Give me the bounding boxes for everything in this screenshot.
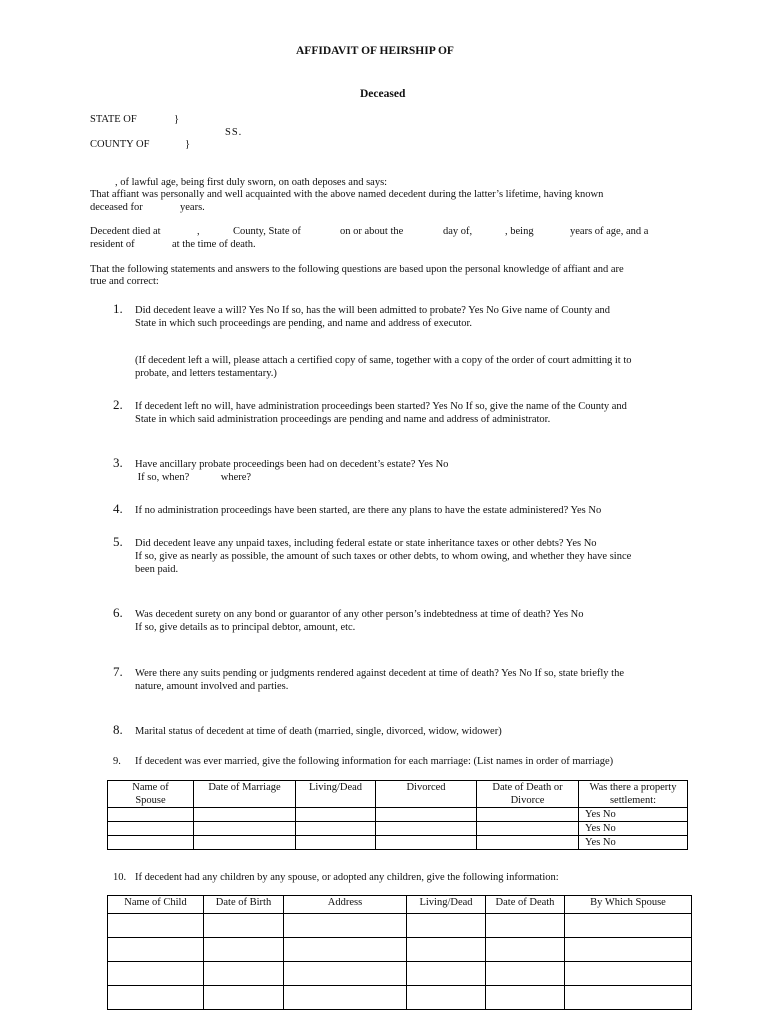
- table-cell[interactable]: [108, 938, 204, 962]
- table-cell[interactable]: [204, 986, 284, 1010]
- will-note-line-1: (If decedent left a will, please attach a certified copy of same, together with a copy of the order of court admitting it to: [135, 355, 632, 366]
- question-2-line-1: If decedent left no will, have administration proceedings been started? Yes No If so, give the name of the County and: [135, 401, 627, 412]
- table-cell[interactable]: [284, 962, 407, 986]
- table-row: [108, 836, 688, 850]
- resident-of-label: resident of: [90, 239, 135, 250]
- question-4-line-1: If no administration proceedings have been started, are there any plans to have the estate administered? Yes No: [135, 505, 602, 516]
- question-5-line-2: If so, give as nearly as possible, the amount of such taxes or other debts, to whom owing, and whether they have since: [135, 551, 632, 562]
- marriage-header-name-of-spouse: Name of Spouse: [108, 781, 194, 808]
- table-cell[interactable]: [296, 836, 376, 850]
- children-header-date-of-birth: Date of Birth: [204, 896, 284, 914]
- question-2-line-2: State in which said administration proceedings are pending and name and address of administrator.: [135, 414, 551, 425]
- marriage-header-date-of-marriage: Date of Marriage: [194, 781, 296, 808]
- table-cell[interactable]: [407, 986, 486, 1010]
- died-at-comma: ,: [197, 226, 200, 237]
- table-cell[interactable]: [565, 938, 692, 962]
- table-cell[interactable]: [194, 836, 296, 850]
- marriage-header-living-dead: Living/Dead: [296, 781, 376, 808]
- marriage-table: [107, 780, 688, 850]
- table-cell[interactable]: [108, 986, 204, 1010]
- table-cell[interactable]: [108, 962, 204, 986]
- question-5-number: 5.: [113, 534, 123, 549]
- marriage-header-date-of-death-or-divorce: Date of Death or Divorce: [477, 781, 579, 808]
- marriage-header-property-settlement: Was there a property settlement:: [579, 781, 688, 808]
- table-cell[interactable]: [565, 962, 692, 986]
- question-7-line-2: nature, amount involved and parties.: [135, 681, 289, 692]
- question-6-line-2: If so, give details as to principal debtor, amount, etc.: [135, 622, 356, 633]
- table-row: [108, 986, 692, 1010]
- question-6-number: 6.: [113, 605, 123, 620]
- table-cell[interactable]: [108, 836, 194, 850]
- children-header-by-which-spouse: By Which Spouse: [565, 896, 692, 914]
- question-2-number: 2.: [113, 397, 123, 412]
- question-10-line-1: If decedent had any children by any spouse, or adopted any children, give the following information:: [135, 872, 559, 883]
- table-cell[interactable]: [565, 986, 692, 1010]
- question-5-line-1: Did decedent leave any unpaid taxes, including federal estate or state inheritance taxes or other debts? Yes No: [135, 538, 597, 549]
- marriage-table-header-row: [108, 781, 688, 808]
- table-cell[interactable]: [477, 822, 579, 836]
- will-note-line-2: probate, and letters testamentary.): [135, 368, 277, 379]
- question-3-line-1: Have ancillary probate proceedings been had on decedent’s estate? Yes No: [135, 459, 449, 470]
- day-of-label: day of,: [443, 226, 473, 237]
- question-3-line-2: If so, when? where?: [135, 472, 252, 483]
- question-1-line-1: Did decedent leave a will? Yes No If so, has the will been admitted to probate? Yes No Give name of County and: [135, 305, 611, 316]
- intro-line-2: That affiant was personally and well acquainted with the above named decedent during the latter’s lifetime, having known: [90, 189, 604, 200]
- table-cell[interactable]: [486, 986, 565, 1010]
- venue-state-label: STATE OF: [90, 114, 137, 125]
- table-cell[interactable]: [284, 914, 407, 938]
- yes-no-cell[interactable]: Yes No: [579, 822, 688, 836]
- question-10-number: 10.: [113, 872, 127, 883]
- table-cell[interactable]: [486, 914, 565, 938]
- table-cell[interactable]: [108, 914, 204, 938]
- table-cell[interactable]: [376, 808, 477, 822]
- table-cell[interactable]: [296, 822, 376, 836]
- question-3-number: 3.: [113, 455, 123, 470]
- venue-ss: SS.: [225, 127, 243, 138]
- table-cell[interactable]: [108, 808, 194, 822]
- question-9-number: 9.: [113, 756, 121, 767]
- died-at-label: Decedent died at: [90, 226, 161, 237]
- yes-no-cell[interactable]: Yes No: [579, 836, 688, 850]
- table-cell[interactable]: [407, 914, 486, 938]
- children-header-address: Address: [284, 896, 407, 914]
- statement-line-1: That the following statements and answers to the following questions are based upon the personal knowledge of affiant and are: [90, 264, 624, 275]
- table-cell[interactable]: [108, 822, 194, 836]
- table-row: [108, 914, 692, 938]
- table-cell[interactable]: [204, 962, 284, 986]
- table-cell[interactable]: [565, 914, 692, 938]
- intro-line-1: , of lawful age, being first duly sworn, on oath deposes and says:: [115, 177, 388, 188]
- table-cell[interactable]: [376, 822, 477, 836]
- intro-known-years-label: deceased for: [90, 202, 143, 213]
- statement-line-2: true and correct:: [90, 276, 159, 287]
- venue-state-brace: }: [174, 114, 180, 125]
- table-cell[interactable]: [477, 836, 579, 850]
- children-header-date-of-death: Date of Death: [486, 896, 565, 914]
- table-cell[interactable]: [194, 808, 296, 822]
- county-state-label: County, State of: [233, 226, 301, 237]
- table-cell[interactable]: [296, 808, 376, 822]
- table-cell[interactable]: [477, 808, 579, 822]
- question-5-line-3: been paid.: [135, 564, 179, 575]
- table-row: [108, 962, 692, 986]
- document-subtitle: Deceased: [360, 88, 406, 100]
- table-cell[interactable]: [486, 938, 565, 962]
- being-label: , being: [505, 226, 534, 237]
- intro-years-label: years.: [180, 202, 205, 213]
- table-cell[interactable]: [194, 822, 296, 836]
- question-7-number: 7.: [113, 664, 123, 679]
- document-title: AFFIDAVIT OF HEIRSHIP OF: [296, 45, 454, 57]
- table-cell[interactable]: [407, 938, 486, 962]
- on-or-about-label: on or about the: [340, 226, 404, 237]
- children-header-name-of-child: Name of Child: [108, 896, 204, 914]
- question-7-line-1: Were there any suits pending or judgments rendered against decedent at time of death? Yes No If so, state briefly the: [135, 668, 625, 679]
- table-cell[interactable]: [284, 986, 407, 1010]
- children-header-living-dead: Living/Dead: [407, 896, 486, 914]
- table-row: [108, 938, 692, 962]
- table-cell[interactable]: [376, 836, 477, 850]
- question-6-line-1: Was decedent surety on any bond or guarantor of any other person’s indebtedness at time of death? Yes No: [135, 609, 584, 620]
- question-8-line-1: Marital status of decedent at time of death (married, single, divorced, widow, widower): [135, 726, 502, 737]
- table-cell[interactable]: [204, 914, 284, 938]
- yes-no-cell[interactable]: Yes No: [579, 808, 688, 822]
- table-cell[interactable]: [407, 962, 486, 986]
- question-8-number: 8.: [113, 722, 123, 737]
- question-1-number: 1.: [113, 301, 123, 316]
- marriage-header-divorced: Divorced: [376, 781, 477, 808]
- years-of-age-label: years of age, and a: [570, 226, 649, 237]
- venue-county-brace: }: [185, 139, 191, 150]
- children-table-header-row: [108, 896, 692, 914]
- time-of-death-label: at the time of death.: [172, 239, 256, 250]
- children-table: [107, 895, 692, 1010]
- question-9-line-1: If decedent was ever married, give the following information for each marriage: (List names in order of marriage): [135, 756, 614, 767]
- table-row: [108, 808, 688, 822]
- venue-county-label: COUNTY OF: [90, 139, 150, 150]
- table-cell[interactable]: [204, 938, 284, 962]
- table-row: [108, 822, 688, 836]
- table-cell[interactable]: [486, 962, 565, 986]
- table-cell[interactable]: [284, 938, 407, 962]
- question-1-line-2: State in which such proceedings are pending, and name and address of executor.: [135, 318, 473, 329]
- question-4-number: 4.: [113, 501, 123, 516]
